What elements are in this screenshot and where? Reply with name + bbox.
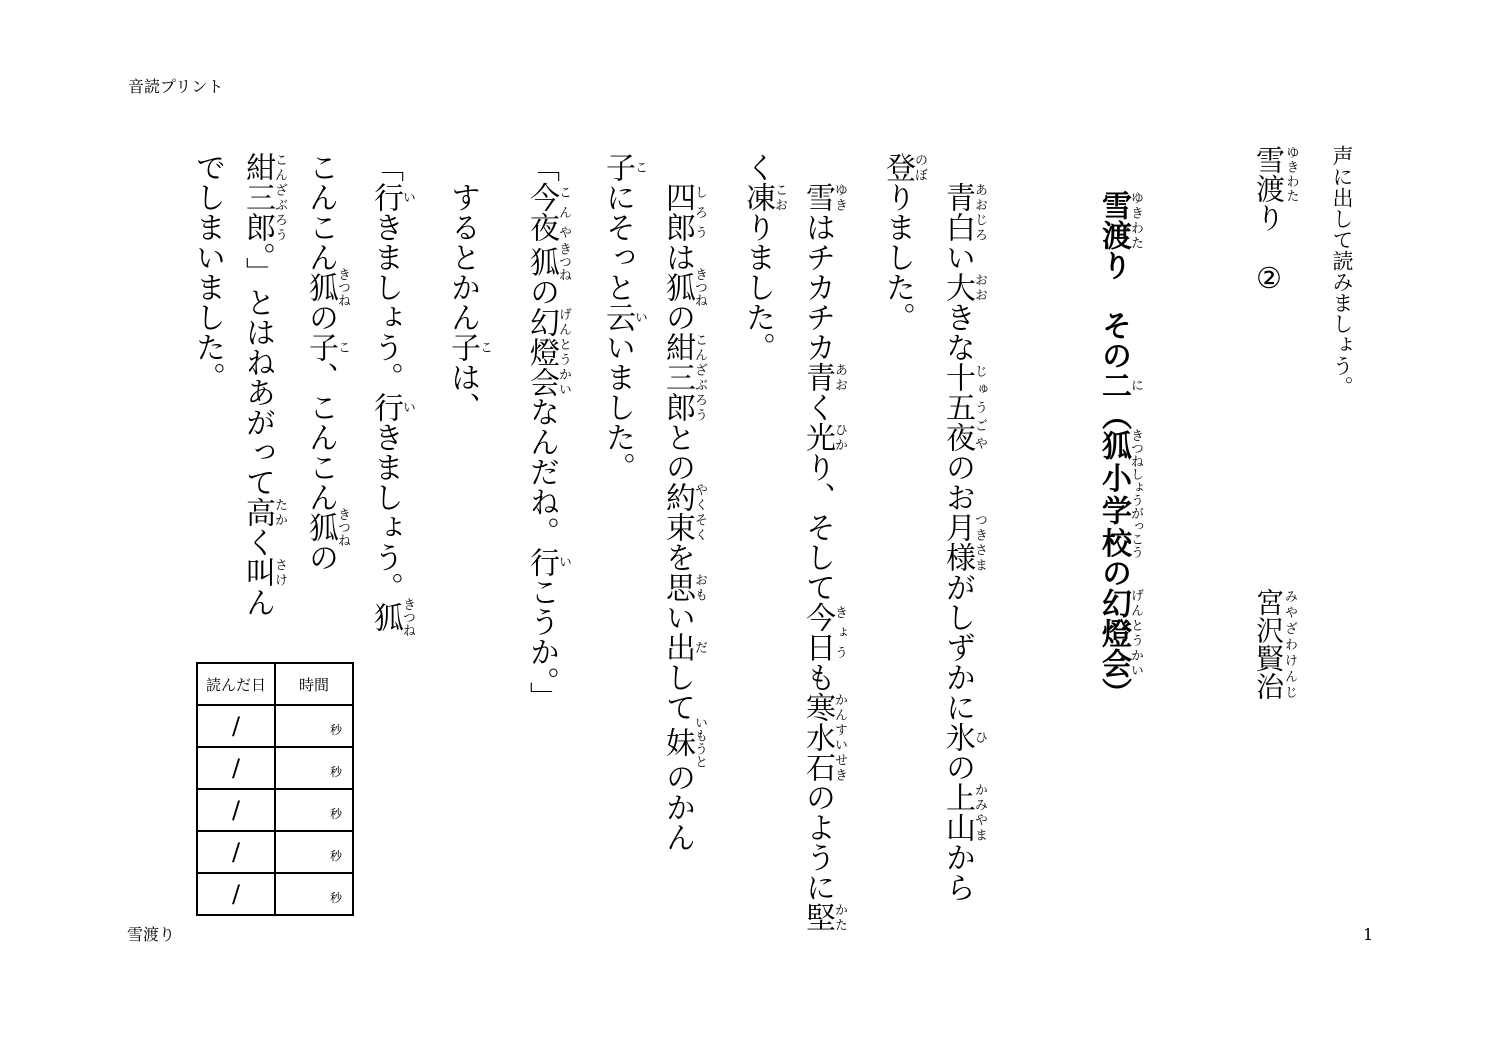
text-run: きましょう。 xyxy=(368,212,403,392)
ruby-word xyxy=(660,267,707,307)
ruby-base: 十五夜 xyxy=(940,362,975,452)
ruby-base: 狐 xyxy=(303,267,338,307)
text-run: するとかん xyxy=(445,152,480,332)
furigana: ひか xyxy=(832,422,847,452)
ruby-base: 狐 xyxy=(524,242,559,281)
furigana: げんとうかい xyxy=(556,306,571,397)
body-line-9 xyxy=(370,152,415,637)
text-run: のように xyxy=(800,782,835,902)
ruby-word xyxy=(660,632,707,662)
ruby-word xyxy=(660,572,707,602)
text-run: 「 xyxy=(368,152,403,182)
ruby-word xyxy=(368,597,415,637)
header-label: 音読プリント xyxy=(128,77,224,96)
text-run: く xyxy=(740,152,775,182)
ruby-base: 四郎 xyxy=(660,182,695,242)
ruby-base: 月様 xyxy=(940,512,975,572)
text-run: にそっと xyxy=(600,182,635,302)
ruby-base: 氷 xyxy=(940,722,975,752)
text-run: りました。 xyxy=(880,182,915,332)
ruby-base: 紺三郎 xyxy=(240,152,275,242)
ruby-base: 約束 xyxy=(660,482,695,542)
text-run: して xyxy=(660,662,695,722)
ruby-word xyxy=(600,302,647,332)
body-line-3 xyxy=(802,152,847,932)
ruby-word xyxy=(1096,587,1143,678)
text-run: り その xyxy=(1096,250,1131,370)
ruby-word xyxy=(660,482,707,542)
chapter-subtitle xyxy=(1098,190,1143,708)
text-run: ん xyxy=(240,587,275,617)
text-run: の xyxy=(660,302,695,332)
text-run: 、こんこん xyxy=(303,362,338,512)
time-cell: 秒 xyxy=(275,747,353,789)
ruby-word xyxy=(524,546,571,577)
ruby-base: 上山 xyxy=(940,782,975,842)
ruby-word xyxy=(940,362,987,452)
ruby-word xyxy=(303,507,350,547)
footer-title: 雪渡り xyxy=(127,925,176,944)
ruby-word xyxy=(800,692,847,782)
furigana: しろう xyxy=(692,182,707,242)
ruby-word xyxy=(240,557,287,587)
text-run: の xyxy=(1096,557,1131,588)
ruby-base: 光 xyxy=(800,422,835,452)
body-line-12 xyxy=(190,152,225,392)
ruby-base: 凍 xyxy=(740,182,775,212)
time-cell: 秒 xyxy=(275,873,353,915)
furigana: つきさま xyxy=(972,512,987,572)
furigana: ゆきわた xyxy=(1283,145,1299,203)
ruby-base: 幻燈会 xyxy=(1096,587,1131,678)
furigana: げんとうかい xyxy=(1128,587,1143,678)
text-run: く xyxy=(240,527,275,557)
text-run: こうか。」 xyxy=(524,576,559,712)
furigana: きつね xyxy=(335,507,350,547)
text-run: こんこん xyxy=(303,152,338,272)
ruby-word xyxy=(940,722,987,752)
furigana: じゅうごや xyxy=(972,362,987,452)
text-run: の xyxy=(303,542,338,572)
text-run: いました。 xyxy=(600,332,635,482)
text-run: 。」とはねあがって xyxy=(240,242,275,497)
furigana: こ xyxy=(632,152,647,182)
furigana: おお xyxy=(972,272,987,302)
text-run: （ xyxy=(1096,400,1131,430)
furigana: ひ xyxy=(972,722,987,752)
body-line-6 xyxy=(602,152,647,482)
text-run: きましょう。 xyxy=(368,422,403,602)
reading-log-row xyxy=(197,873,353,915)
furigana: こんざぶろう xyxy=(692,332,707,422)
ruby-base: 青 xyxy=(800,362,835,392)
furigana: さけ xyxy=(272,557,287,587)
ruby-word xyxy=(524,182,571,242)
ruby-base: 狐 xyxy=(303,507,338,547)
ruby-base: 今日 xyxy=(800,602,835,662)
ruby-base: 思 xyxy=(660,572,695,602)
furigana: こお xyxy=(772,182,787,212)
ruby-base: 行 xyxy=(368,392,403,422)
ruby-word xyxy=(600,152,647,182)
ruby-word xyxy=(740,182,787,212)
text-run: り、そして xyxy=(800,452,835,602)
furigana: きつね xyxy=(400,597,415,637)
body-line-8 xyxy=(447,152,492,422)
text-run: がしずかに xyxy=(940,572,975,722)
page-number: 1 xyxy=(1363,925,1374,944)
text-run: はチカチカ xyxy=(800,212,835,362)
ruby-base: 青白 xyxy=(940,182,975,242)
ruby-word xyxy=(303,267,350,307)
ruby-word xyxy=(800,602,847,662)
ruby-base: 堅 xyxy=(800,902,835,932)
ruby-word xyxy=(1252,588,1297,700)
furigana: こんざぶろう xyxy=(272,152,287,242)
furigana: だ xyxy=(692,632,707,662)
text-run: から xyxy=(940,842,975,902)
time-cell: 秒 xyxy=(275,789,353,831)
body-line-7 xyxy=(526,152,571,712)
text-run xyxy=(800,152,835,182)
body-line-10 xyxy=(305,152,350,572)
furigana: あお xyxy=(832,362,847,392)
furigana: い xyxy=(400,182,415,212)
furigana: のぼ xyxy=(912,152,927,182)
ruby-base: 二 xyxy=(1096,370,1131,400)
ruby-word xyxy=(524,242,571,281)
ruby-base: 雪渡 xyxy=(1252,145,1286,203)
body-line-11 xyxy=(242,152,287,617)
furigana: やくそく xyxy=(692,482,707,542)
text-run: く xyxy=(800,392,835,422)
reading-log-row xyxy=(197,705,353,747)
ruby-word xyxy=(303,332,350,362)
ruby-word xyxy=(940,272,987,302)
time-header: 時間 xyxy=(275,663,353,705)
furigana: きつね xyxy=(335,267,350,307)
date-cell: / xyxy=(197,831,275,873)
text-run xyxy=(660,152,695,182)
ruby-base: 雪 xyxy=(800,182,835,212)
text-run: きな xyxy=(940,302,975,362)
ruby-base: 幻燈会 xyxy=(524,306,559,397)
text-run: 「 xyxy=(524,152,559,182)
ruby-base: 狐小学校 xyxy=(1096,428,1131,559)
text-run: 声に出して読みましょう。 xyxy=(1330,145,1354,397)
ruby-base: 行 xyxy=(368,182,403,212)
text-run: の xyxy=(524,276,559,307)
ruby-word xyxy=(800,902,847,932)
ruby-base: 大 xyxy=(940,272,975,302)
text-run: ） xyxy=(1096,677,1131,708)
furigana: い xyxy=(556,546,571,577)
ruby-word xyxy=(524,306,571,397)
text-run: い xyxy=(940,242,975,272)
date-cell: / xyxy=(197,705,275,747)
reading-log-header-row xyxy=(197,663,353,705)
ruby-word xyxy=(240,497,287,527)
furigana: ゆき xyxy=(832,182,847,212)
ruby-word xyxy=(1096,370,1143,400)
reading-log-row xyxy=(197,831,353,873)
ruby-base: 云 xyxy=(600,302,635,332)
text-run: い xyxy=(660,602,695,632)
ruby-base: 紺三郎 xyxy=(660,332,695,422)
body-line-2 xyxy=(882,152,927,332)
reading-log-row xyxy=(197,747,353,789)
furigana: あおじろ xyxy=(972,182,987,242)
ruby-word xyxy=(1096,428,1143,559)
furigana: いもうと xyxy=(692,716,707,768)
text-run: も xyxy=(800,662,835,692)
ruby-base: 寒水石 xyxy=(800,692,835,782)
ruby-word xyxy=(940,512,987,572)
date-cell: / xyxy=(197,747,275,789)
author-name xyxy=(1254,588,1297,700)
ruby-base: 今夜 xyxy=(524,182,559,242)
text-run xyxy=(940,152,975,182)
text-run: の xyxy=(303,302,338,332)
text-run: なんだね。 xyxy=(524,396,559,547)
reading-log-row xyxy=(197,789,353,831)
text-run: は、 xyxy=(445,362,480,422)
furigana: おも xyxy=(692,572,707,602)
ruby-word xyxy=(1096,190,1143,250)
text-run: のお xyxy=(940,452,975,512)
text-run: の xyxy=(940,752,975,782)
ruby-base: 狐 xyxy=(368,597,403,637)
furigana: きつねしょうがっこう xyxy=(1128,428,1143,559)
ruby-base: 宮沢賢治 xyxy=(1252,588,1285,700)
text-run: を xyxy=(660,542,695,572)
furigana: きょう xyxy=(832,602,847,662)
furigana: きつね xyxy=(692,267,707,307)
ruby-base: 叫 xyxy=(240,557,275,587)
body-line-1 xyxy=(942,152,987,902)
time-cell: 秒 xyxy=(275,831,353,873)
body-line-5 xyxy=(662,152,707,852)
ruby-base: 行 xyxy=(524,546,559,577)
ruby-base: 出 xyxy=(660,632,695,662)
ruby-base: 子 xyxy=(303,332,338,362)
furigana: ゆきわた xyxy=(1128,190,1143,250)
text-run: り ② xyxy=(1252,203,1286,295)
furigana: こ xyxy=(335,332,350,362)
text-run: との xyxy=(660,422,695,482)
ruby-word xyxy=(368,182,415,212)
furigana: こ xyxy=(477,332,492,362)
ruby-word xyxy=(940,782,987,842)
ruby-base: 子 xyxy=(445,332,480,362)
date-cell: / xyxy=(197,789,275,831)
date-cell: / xyxy=(197,873,275,915)
furigana: かんすいせき xyxy=(832,692,847,782)
text-run: でしまいました。 xyxy=(190,152,225,392)
time-cell: 秒 xyxy=(275,705,353,747)
ruby-base: 子 xyxy=(600,152,635,182)
body-line-4 xyxy=(742,152,787,362)
furigana: に xyxy=(1128,370,1143,400)
ruby-base: 登 xyxy=(880,152,915,182)
ruby-word xyxy=(240,152,287,242)
furigana: こんや xyxy=(556,182,571,242)
furigana: きつね xyxy=(556,242,571,281)
ruby-base: 狐 xyxy=(660,267,695,307)
ruby-word xyxy=(445,332,492,362)
furigana: かみやま xyxy=(972,782,987,842)
ruby-word xyxy=(660,716,707,768)
ruby-word xyxy=(368,392,415,422)
ruby-base: 雪渡 xyxy=(1096,190,1131,250)
text-run: りました。 xyxy=(740,212,775,362)
text-run: は xyxy=(660,242,695,272)
date-read-header: 読んだ日 xyxy=(197,663,275,705)
ruby-base: 高 xyxy=(240,497,275,527)
ruby-base: 妹 xyxy=(660,716,695,768)
reading-instruction xyxy=(1331,145,1352,397)
ruby-word xyxy=(660,332,707,422)
reading-log-table xyxy=(196,662,354,916)
furigana: みやざわけんじ xyxy=(1282,588,1297,700)
ruby-word xyxy=(940,182,987,242)
furigana: たか xyxy=(272,497,287,527)
ruby-word xyxy=(660,182,707,242)
furigana: い xyxy=(632,302,647,332)
ruby-word xyxy=(880,152,927,182)
ruby-word xyxy=(800,422,847,452)
furigana: かた xyxy=(832,902,847,932)
text-run: のかん xyxy=(660,762,695,852)
ruby-word xyxy=(800,182,847,212)
ruby-word xyxy=(800,362,847,392)
furigana: い xyxy=(400,392,415,422)
story-title xyxy=(1254,145,1298,295)
ruby-word xyxy=(1252,145,1299,203)
